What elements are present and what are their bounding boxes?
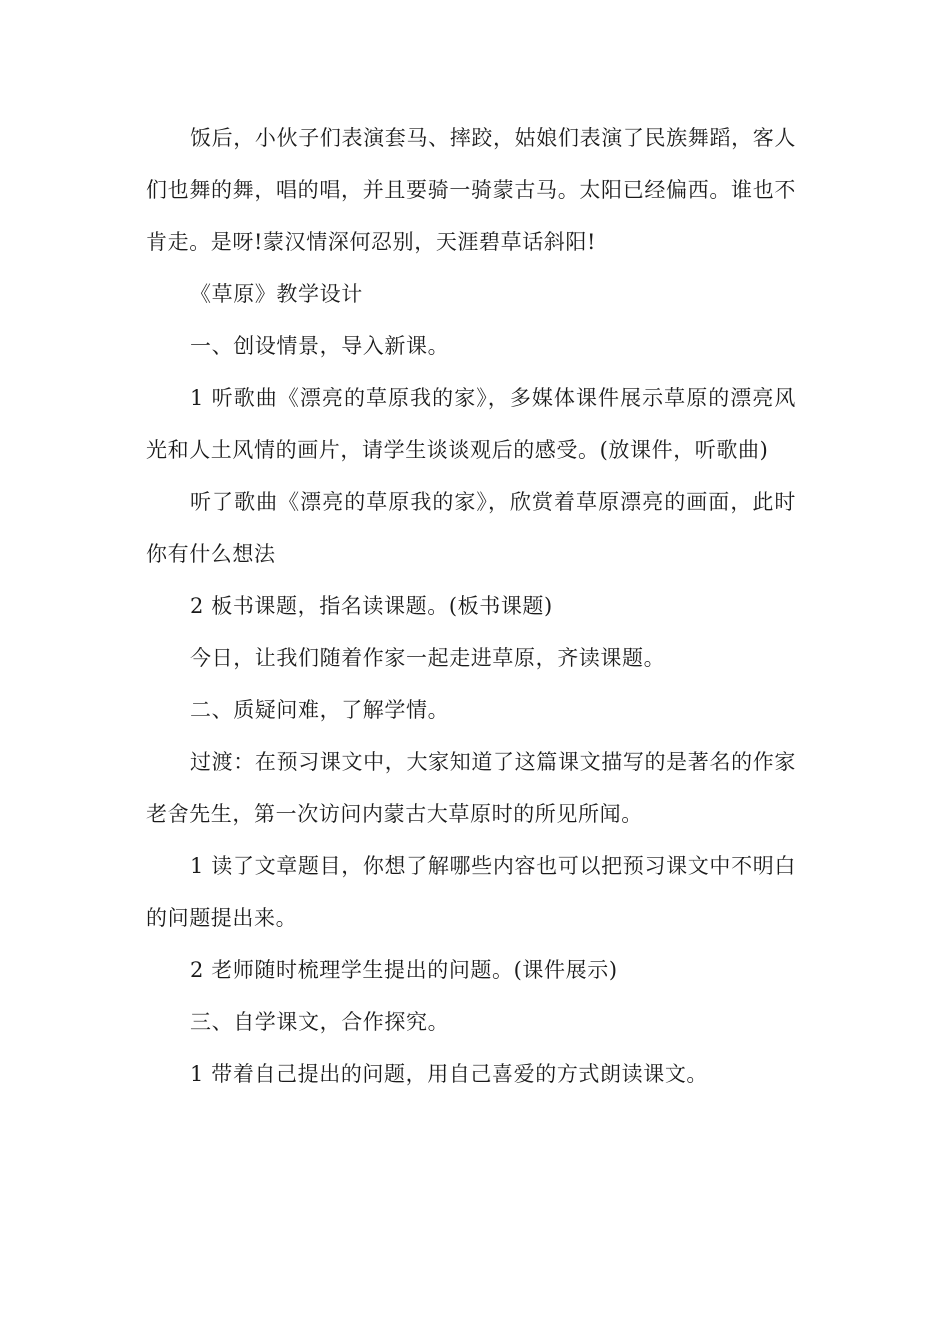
paragraph-read-title: 今日，让我们随着作家一起走进草原，齐读课题。: [190, 646, 666, 670]
paragraph-after-meal: 饭后，小伙子们表演套马、摔跤，姑娘们表演了民族舞蹈，客人们也舞的舞，唱的唱，并且要骑一骑蒙古马。太阳已经偏西。谁也不肯走。是呀!蒙汉情深何忍别，天涯碧草话斜阳!: [146, 126, 796, 254]
section-heading-1: 一、创设情景，导入新课。: [190, 334, 450, 358]
step-write-title: 2 板书课题，指名读课题。(板书课题): [190, 594, 553, 618]
paragraph-transition: 过渡：在预习课文中，大家知道了这篇课文描写的是著名的作家老舍先生，第一次访问内蒙古大草原时的所见所闻。: [146, 750, 796, 826]
section-heading-3: 三、自学课文，合作探究。: [190, 1010, 450, 1034]
lesson-plan-title: 《草原》教学设计: [190, 282, 363, 306]
paragraph-after-song: 听了歌曲《漂亮的草原我的家》，欣赏着草原漂亮的画面，此时你有什么想法: [146, 490, 796, 566]
section-heading-2: 二、质疑问难，了解学情。: [190, 698, 450, 722]
step-read-aloud: 1 带着自己提出的问题，用自己喜爱的方式朗读课文。: [190, 1062, 709, 1086]
step-listen-song: 1 听歌曲《漂亮的草原我的家》，多媒体课件展示草原的漂亮风光和人土风情的画片，请学生谈谈观后的感受。(放课件，听歌曲): [146, 386, 796, 462]
step-ask-questions: 1 读了文章题目，你想了解哪些内容也可以把预习课文中不明白的问题提出来。: [146, 854, 796, 930]
document-body: [146, 112, 796, 1100]
step-sort-questions: 2 老师随时梳理学生提出的问题。(课件展示): [190, 958, 618, 982]
